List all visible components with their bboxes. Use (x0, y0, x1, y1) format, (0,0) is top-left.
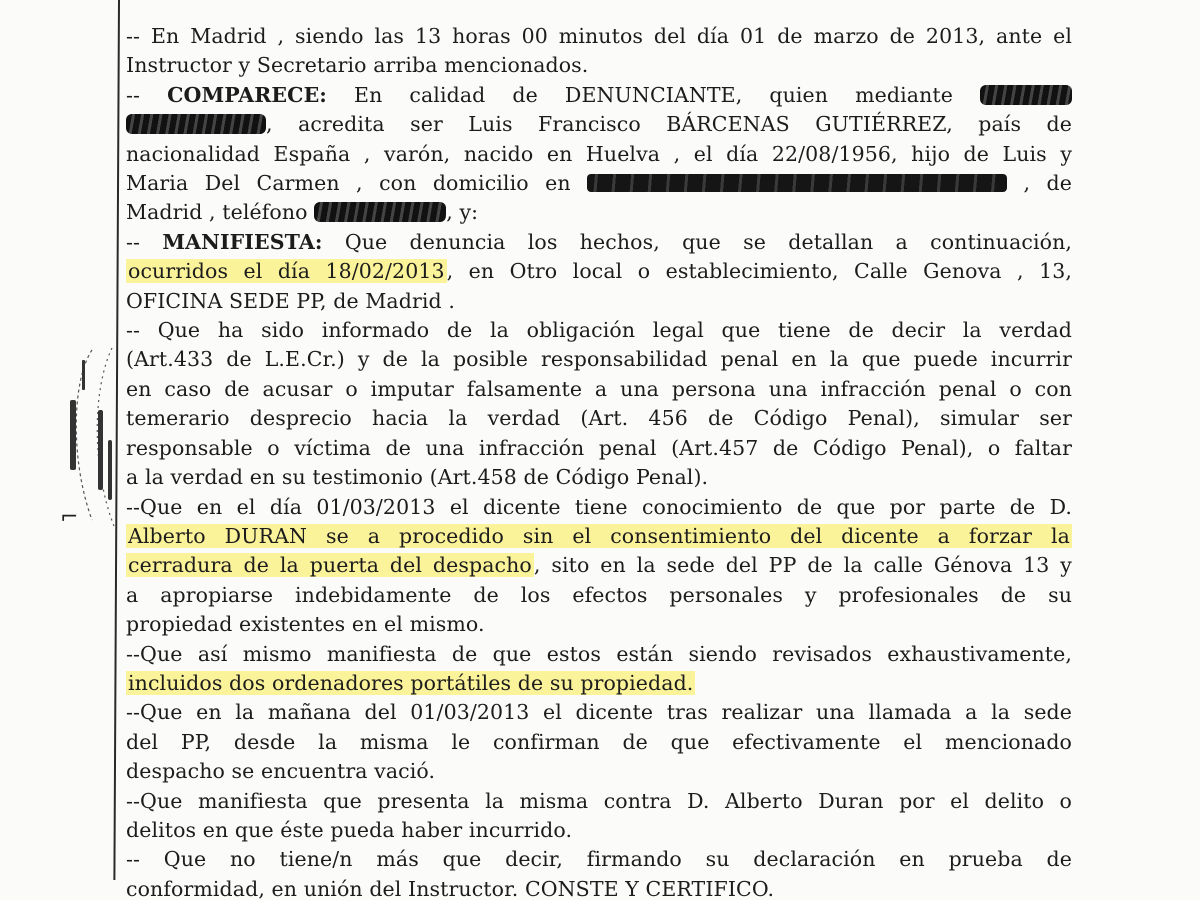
line-text: Madrid , teléfono (126, 200, 315, 225)
document-line (126, 581, 1072, 610)
line-text: (Art.433 de L.E.Cr.) y de la posible responsabilidad penal en la que puede incurrir (126, 347, 1072, 372)
redaction-block (314, 202, 446, 222)
line-text: temerario desprecio hacia la verdad (Art. 456 de Código Penal), simular ser (126, 406, 1072, 431)
document-line (126, 81, 1072, 110)
line-text: en caso de acusar o imputar falsamente a una persona una infracción penal o con (126, 376, 1072, 401)
document-line (126, 169, 1072, 198)
line-text: --Que en la mañana del 01/03/2013 el dicente tras realizar una llamada a la sede (126, 700, 1072, 725)
line-text: delitos en que éste pueda haber incurrido. (126, 817, 573, 842)
document-line (126, 522, 1072, 551)
line-text: , acredita ser Luis Francisco BÁRCENAS GUTIÉRREZ, país de (266, 112, 1072, 137)
document-line (126, 375, 1072, 404)
document-line (126, 463, 1072, 492)
document-line (126, 51, 1072, 80)
highlighted-text: Alberto DURAN se a procedido sin el consentimiento del dicente a forzar la (128, 523, 1070, 548)
document-line (126, 757, 1072, 786)
line-text: OFICINA SEDE PP, de Madrid . (126, 288, 455, 313)
redaction-block (980, 85, 1072, 105)
line-text: , sito en la sede del PP de la calle Génova 13 y (533, 553, 1072, 578)
document-line (126, 404, 1072, 433)
document-line (126, 140, 1072, 169)
document-line (126, 316, 1072, 345)
line-text: -- En Madrid , siendo las 13 horas 00 minutos del día 01 de marzo de 2013, ante el (126, 24, 1072, 48)
document-line (126, 698, 1072, 727)
highlighted-text: cerradura de la puerta del despacho (128, 553, 532, 578)
line-text: conformidad, en unión del Instructor. CONSTE Y CERTIFICO. (126, 876, 775, 901)
line-text: , y: (446, 200, 479, 225)
document-line (126, 787, 1072, 816)
document-line (126, 493, 1072, 522)
line-text: responsable o víctima de una infracción penal (Art.457 de Código Penal), o faltar (126, 435, 1072, 460)
line-text: --Que manifiesta que presenta la misma contra D. Alberto Duran por el delito o (126, 788, 1072, 813)
line-text: a apropiarse indebidamente de los efectos personales y profesionales de su (126, 582, 1072, 607)
line-text: propiedad existentes en el mismo. (126, 612, 485, 637)
line-text: Instructor y Secretario arriba mencionados. (126, 53, 589, 78)
line-text: --Que así mismo manifiesta de que estos están siendo revisados exhaustivamente, (126, 641, 1072, 666)
line-text: -- Que no tiene/n más que decir, firmando su declaración en prueba de (126, 847, 1072, 872)
section-keyword: COMPARECE: (167, 82, 327, 107)
document-line (126, 434, 1072, 463)
line-text: En calidad de DENUNCIANTE, quien mediante (326, 82, 980, 107)
line-text: , de (1007, 171, 1072, 196)
section-keyword: MANIFIESTA: (162, 229, 323, 254)
line-text: Que denuncia los hechos, que se detallan a continuación, (322, 229, 1072, 254)
document-line (126, 198, 1072, 227)
redaction-block (126, 114, 266, 134)
margin-tick-icon: ⌐ (60, 505, 79, 530)
document-line (126, 610, 1072, 639)
highlighted-text: incluidos dos ordenadores portátiles de su propiedad. (128, 670, 694, 695)
line-text: a la verdad en su testimonio (Art.458 de Código Penal). (126, 465, 709, 490)
document-line (126, 845, 1072, 874)
document-line (126, 22, 1072, 51)
line-text: despacho se encuentra vació. (126, 759, 436, 784)
line-text: nacionalidad España , varón, nacido en Huelva , el día 22/08/1956, hijo de Luis y (126, 141, 1072, 166)
line-text: -- Que ha sido informado de la obligación legal que tiene de decir la verdad (126, 318, 1072, 343)
document-line (126, 287, 1072, 316)
highlighted-text: ocurridos el día 18/02/2013 (128, 259, 445, 284)
line-text: -- (126, 229, 163, 254)
line-text: del PP, desde la misma le confirman de que efectivamente el mencionado (126, 729, 1072, 754)
document-line (126, 551, 1072, 580)
line-text: --Que en el día 01/03/2013 el dicente tiene conocimiento de que por parte de D. (126, 494, 1072, 519)
line-text: Maria Del Carmen , con domicilio en (126, 171, 588, 196)
redaction-strikeout (587, 174, 1007, 192)
document-line (126, 728, 1072, 757)
document-line (126, 816, 1072, 845)
line-text: , en Otro local o establecimiento, Calle Genova , 13, (446, 259, 1072, 284)
document-line (126, 228, 1072, 257)
document-line (126, 345, 1072, 374)
line-text: -- (126, 82, 168, 107)
document-body (126, 22, 1072, 904)
document-line (126, 669, 1072, 698)
document-line (126, 110, 1072, 139)
document-line (126, 640, 1072, 669)
document-line (126, 257, 1072, 286)
